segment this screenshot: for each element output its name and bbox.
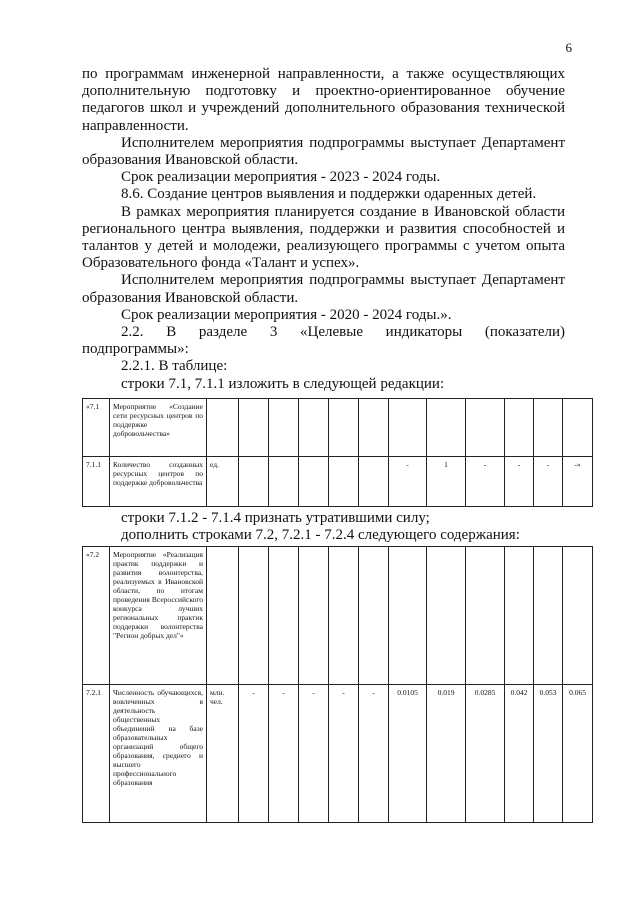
row-value (534, 399, 563, 457)
indicators-table-2 (82, 546, 593, 823)
row-unit: млн. чел. (207, 685, 239, 823)
row-value: - (329, 685, 359, 823)
paragraph: 8.6. Создание центров выявления и поддержки одаренных детей. (121, 186, 537, 203)
row-value (299, 547, 329, 685)
row-value (329, 457, 359, 507)
row-name: Мероприятие «Создание сети ресурсных центров по поддержке добровольчества» (110, 399, 207, 457)
row-value (466, 547, 505, 685)
row-value: - (359, 685, 389, 823)
row-value (466, 399, 505, 457)
table-row (83, 685, 593, 823)
row-unit (207, 399, 239, 457)
row-name: Количество созданных ресурсных центров по поддержке добровольчества (110, 457, 207, 507)
row-number: «7.1 (83, 399, 110, 457)
row-value (427, 399, 466, 457)
paragraph: 2.2. В разделе 3 «Целевые индикаторы (показатели) подпрограммы»: (82, 324, 565, 358)
table-row (83, 399, 593, 457)
row-value: 0.0105 (389, 685, 427, 823)
paragraph: строки 7.1, 7.1.1 изложить в следующей редакции: (121, 375, 445, 392)
paragraph: 2.2.1. В таблице: (121, 358, 228, 375)
instruction-line: строки 7.1.2 - 7.1.4 признать утратившими силу; (121, 510, 430, 526)
row-value: - (534, 457, 563, 507)
row-value (269, 457, 299, 507)
paragraph: Исполнителем мероприятия подпрограммы выступает Департамент образования Ивановской области. (82, 134, 565, 169)
row-value (389, 399, 427, 457)
row-value (505, 399, 534, 457)
page-number: 6 (565, 40, 572, 55)
paragraph: Срок реализации мероприятия - 2023 - 2024 годы. (121, 169, 441, 186)
row-value (563, 399, 593, 457)
row-value: 0.019 (427, 685, 466, 823)
row-value: 0.053 (534, 685, 563, 823)
row-unit (207, 547, 239, 685)
row-value: - (505, 457, 534, 507)
paragraph: Исполнителем мероприятия подпрограммы выступает Департамент образования Ивановской области. (82, 272, 565, 306)
document-body (82, 66, 565, 393)
row-value: - (239, 685, 269, 823)
row-value (299, 399, 329, 457)
row-value (239, 547, 269, 685)
row-value (359, 399, 389, 457)
row-value (239, 399, 269, 457)
table-row (83, 547, 593, 685)
row-value (359, 547, 389, 685)
paragraph: Срок реализации мероприятия - 2020 - 2024 годы.». (121, 306, 452, 323)
row-value: -» (563, 457, 593, 507)
row-value (563, 547, 593, 685)
row-value: 0.0285 (466, 685, 505, 823)
indicators-table-1 (82, 398, 593, 507)
row-value: - (466, 457, 505, 507)
row-value (359, 457, 389, 507)
row-number: 7.1.1 (83, 457, 110, 507)
row-value (329, 399, 359, 457)
row-value (389, 547, 427, 685)
row-value (505, 547, 534, 685)
row-number: 7.2.1 (83, 685, 110, 823)
row-value: - (389, 457, 427, 507)
row-value (329, 547, 359, 685)
row-value (239, 457, 269, 507)
table-row (83, 457, 593, 507)
row-value: - (269, 685, 299, 823)
row-unit: ед. (207, 457, 239, 507)
row-value (299, 457, 329, 507)
row-value (269, 547, 299, 685)
instruction-line: дополнить строками 7.2, 7.2.1 - 7.2.4 следующего содержания: (121, 527, 520, 543)
paragraph: по программам инженерной направленности, а также осуществляющих дополнительную подготовку и проектно-ориентированное обучение педагогов школ и учреждений дополнительного образования технической направленности. (82, 66, 565, 134)
row-value: 0.065 (563, 685, 593, 823)
row-number: «7.2 (83, 547, 110, 685)
row-value (427, 547, 466, 685)
row-value: 0.042 (505, 685, 534, 823)
row-name: Численность обучающихся, вовлеченных в деятельность общественных объединений на базе образовательных организаций общего образования, среднего и высшего профессионального образования (110, 685, 207, 823)
paragraph: В рамках мероприятия планируется создание в Ивановской области регионального центра выявления, поддержки и развития способностей и талантов у детей и молодежи, реализующего программы с учетом опыта Образовательного фонда «Талант и успех». (82, 203, 565, 272)
row-name: Мероприятие «Реализация практик поддержки и развития волонтерства, реализуемых в Ивановской области, по итогам проведения Всероссийского конкурса лучших региональных практик поддержки волонтерства "Регион добрых дел"» (110, 547, 207, 685)
row-value: 1 (427, 457, 466, 507)
row-value: - (299, 685, 329, 823)
row-value (269, 399, 299, 457)
row-value (534, 547, 563, 685)
